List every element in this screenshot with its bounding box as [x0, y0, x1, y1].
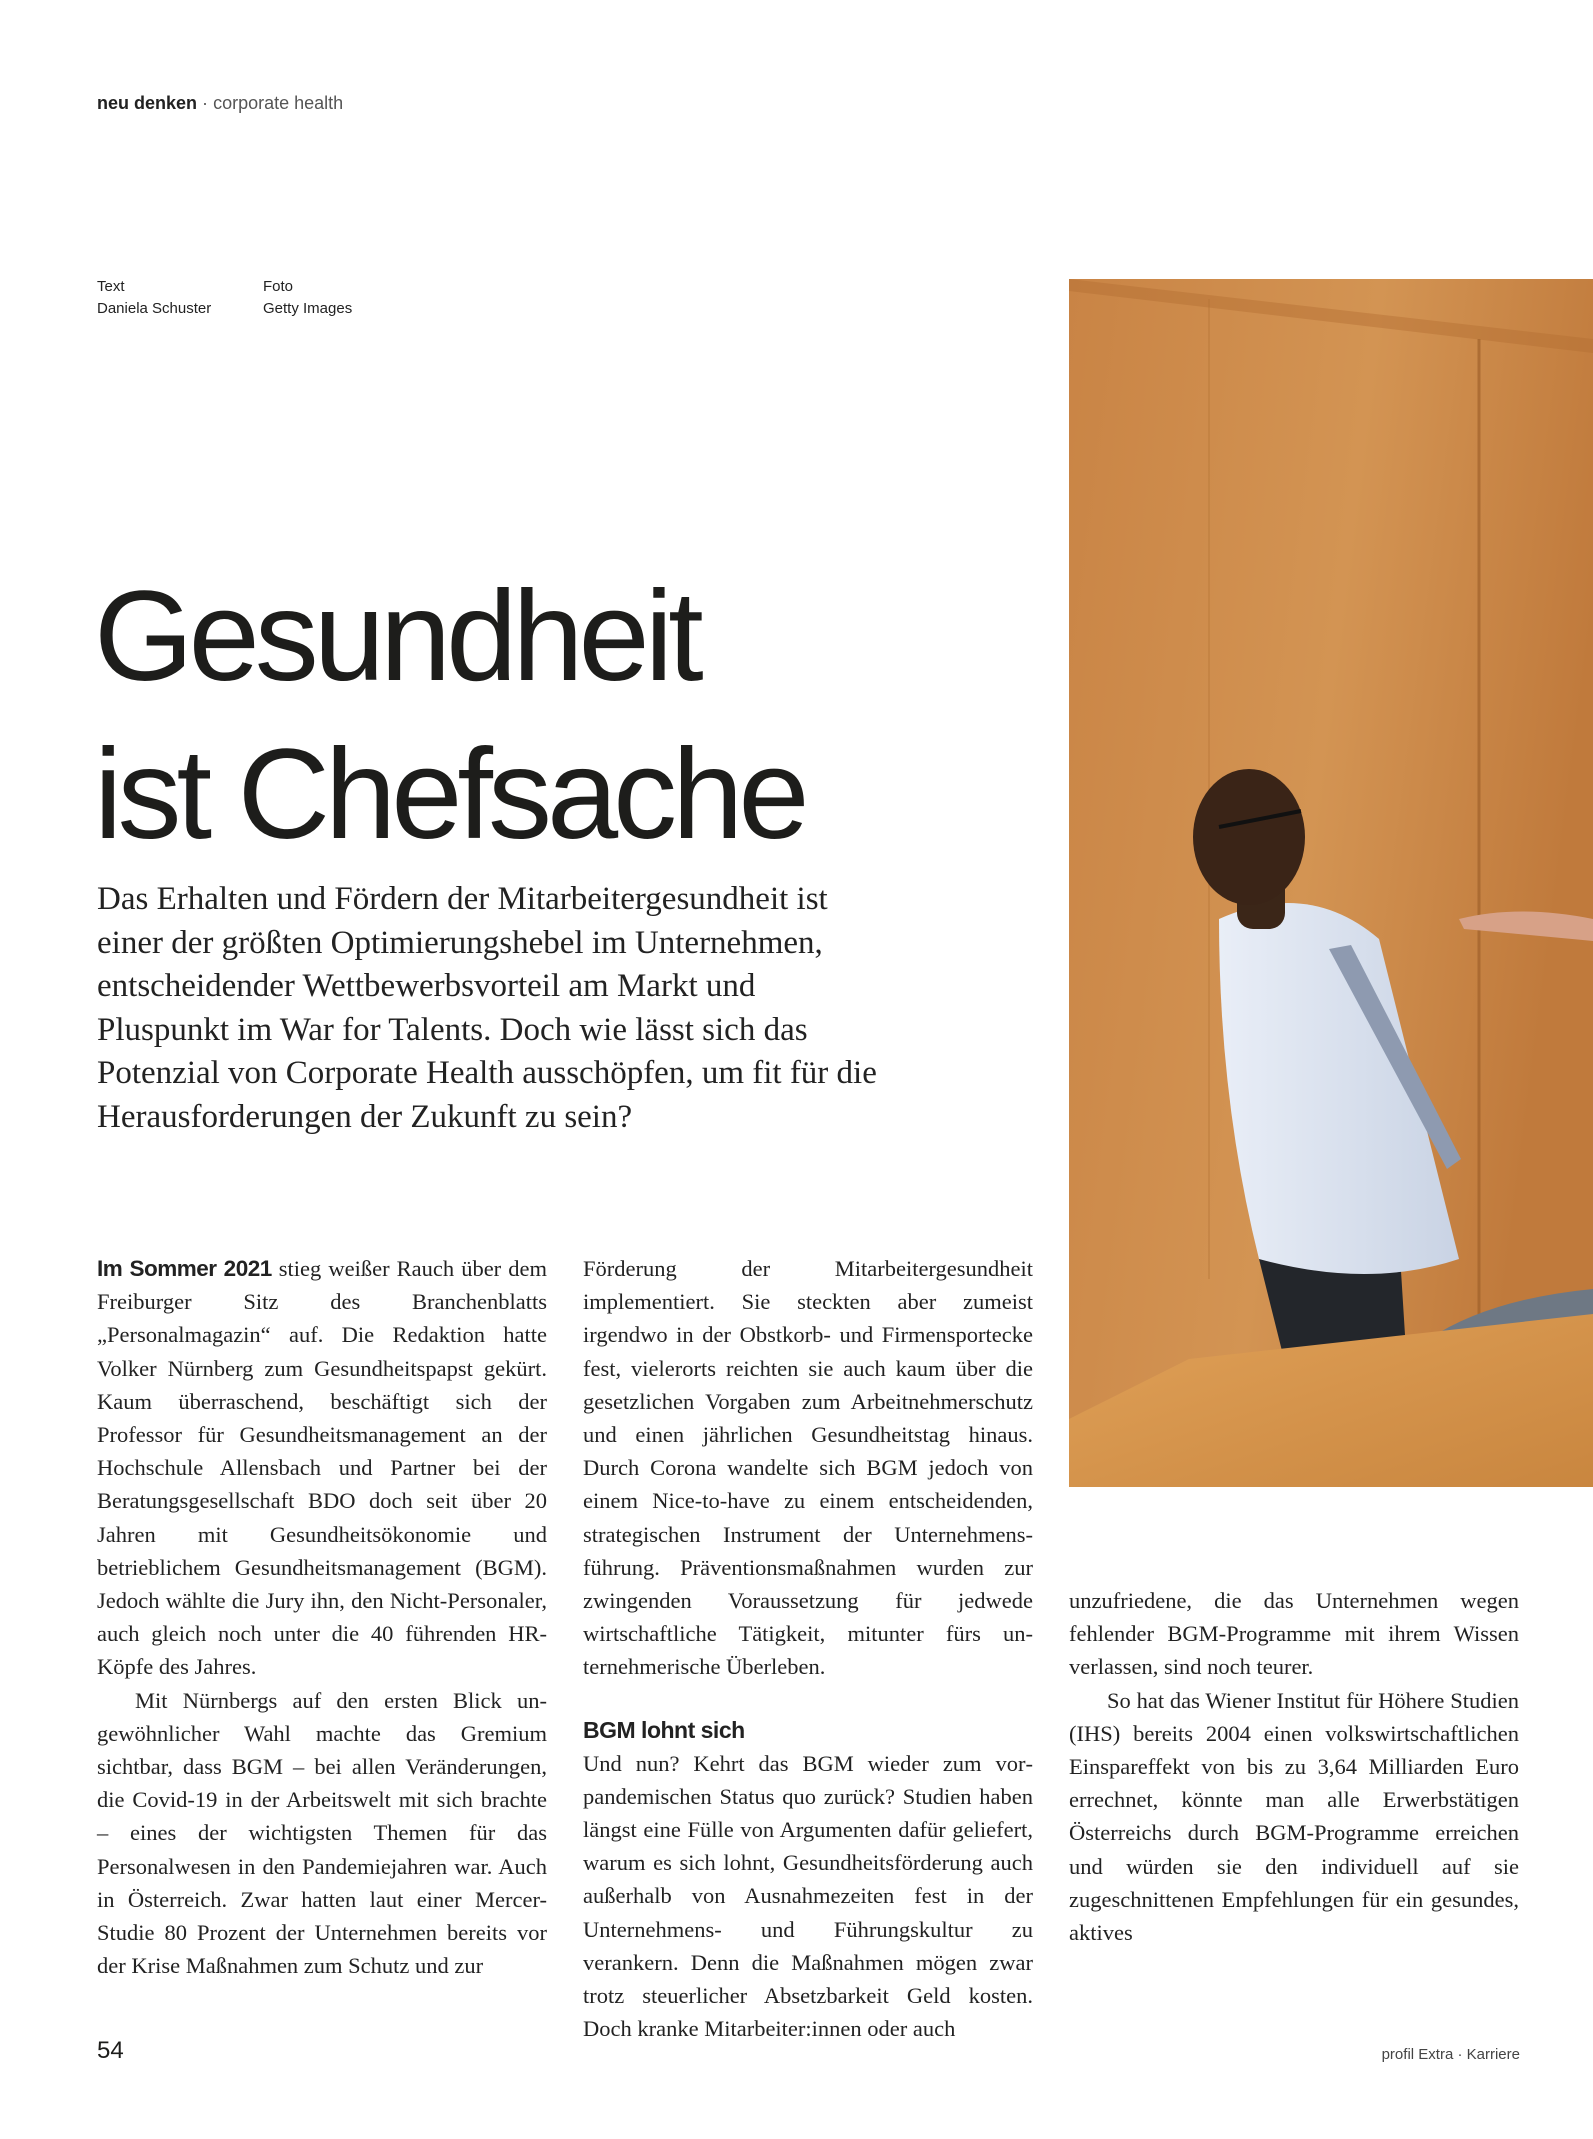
- text-credit-label: Text: [97, 278, 125, 295]
- headline-line-2: ist Chefsache: [94, 723, 805, 866]
- headline-line-1: Gesundheit: [94, 565, 699, 708]
- body-column-1: [97, 1252, 547, 1982]
- photo-credit-label: Foto: [263, 278, 294, 295]
- subheading: BGM lohnt sich: [583, 1716, 745, 1743]
- topic-name: corporate health: [213, 93, 344, 113]
- body-paragraph-2: Mit Nürnbergs auf den ersten Blick ungewöhnlicher Wahl machte das Gremium sichtbar, dass BGM – bei allen Veränderungen, die Covid-19 in der Arbeitswelt mit sich brachte – eines der wichtigsten Themen für das Personalwesen in den Pandemiejahren war. Auch in Österreich. Zwar hatten laut einer Mercer-Studie 80 Prozent der Unternehmen bereits vor der Krise Maßnahmen zum Schutz und zur: [97, 1687, 547, 1979]
- lead-paragraph: Das Erhalten und Fördern der Mitarbeitergesundheit ist einer der größten Optimierungshebel im Unternehmen, entscheidender Wettbewerbsvorteil am Markt und Pluspunkt im War for Talents. Doch wie lässt sich das Potenzial von Corporate Health ausschöpfen, um fit für die Herausforderungen der Zukunft zu sein?: [97, 881, 877, 1135]
- running-head: [97, 93, 343, 114]
- footer-publication: [1382, 2046, 1520, 2063]
- body-paragraph-3: Und nun? Kehrt das BGM wieder zum vorpandemischen Status quo zurück? Studien haben längst eine Fülle von Argumenten dafür geliefert, warum es sich lohnt, Gesundheitsförderung auch außerhalb von Ausnahmezeiten fest in der Unternehmens- und Führungskultur zu verankern. Denn die Maßnahmen mögen zwar trotz steuerlicher Absetzbarkeit Geld kosten. Doch kranke Mitarbeiter:innen oder auch: [583, 1750, 1033, 2042]
- text-credit: [97, 276, 211, 320]
- publication-section: Karriere: [1466, 2046, 1520, 2063]
- author-name: Daniela Schuster: [97, 300, 212, 317]
- headline: [94, 558, 994, 874]
- body-column-3: [1069, 1584, 1519, 1949]
- footer-separator: ·: [1457, 2046, 1463, 2063]
- publication-name: profil Extra: [1381, 2046, 1454, 2063]
- body-paragraph-continued: Förderung der Mitarbeitergesundheit implementiert. Sie steckten aber zumeist irgendwo in der Obstkorb- und Firmensportecke fest, vielerorts reichten sie auch kaum über die gesetzlichen Vorgaben zum Arbeitnehmerschutz und einen jährlichen Gesundheitstag hinaus. Durch Corona wandelte sich BGM jedoch von einem Nice-to-have zu einem entscheidenden, strategischen Instrument der Unternehmensführung. Präventionsmaßnahmen wurden zur zwingenden Voraussetzung für jedwede wirtschaftliche Tätigkeit, mitunter fürs unternehmerische Überleben.: [583, 1256, 1033, 1680]
- body-column-2: [583, 1252, 1033, 2045]
- body-paragraph-1: [97, 1252, 547, 1684]
- body-paragraph-continued: unzufriedene, die das Unternehmen wegen fehlender BGM-Programme mit ihrem Wissen verlassen, sind noch teurer.: [1069, 1588, 1519, 1680]
- section-name: neu denken: [97, 93, 198, 113]
- paragraph-1-text: stieg weißer Rauch über dem Freiburger Sitz des Branchenblatts „Personalmagazin“ auf. Die Redaktion hatte Volker Nürnberg zum Gesundheitspapst gekürt. Kaum überraschend, beschäftigt sich der Professor für Gesundheitsmanagement an der Hochschule Allensbach und Partner bei der Beratungsgesellschaft BDO doch seit über 20 Jahren mit Gesundheitsökonomie und betrieblichem Gesundheitsmanagement (BGM). Jedoch wählte die Jury ihn, den Nicht-Personaler, auch gleich noch unter die 40 führenden HR-Köpfe des Jahres.: [97, 1256, 547, 1680]
- page-number: 54: [97, 2037, 124, 2064]
- body-paragraph-4: So hat das Wiener Institut für Höhere Studien (IHS) bereits 2004 einen volkswirtschaftlichen Einspareffekt von bis zu 3,64 Milliarden Euro errechnet, könnte man alle Erwerbstätigen Österreichs durch BGM-Programme erreichen und würden sie den individuell auf sie zugeschnittenen Empfehlungen für ein gesundes, aktives: [1069, 1687, 1519, 1946]
- photographer-name: Getty Images: [263, 300, 353, 317]
- photo-credit: [263, 276, 352, 320]
- header-separator: ·: [202, 93, 209, 113]
- article-photo: [1069, 279, 1593, 1487]
- run-in-lead: Im Sommer 2021: [97, 1256, 272, 1281]
